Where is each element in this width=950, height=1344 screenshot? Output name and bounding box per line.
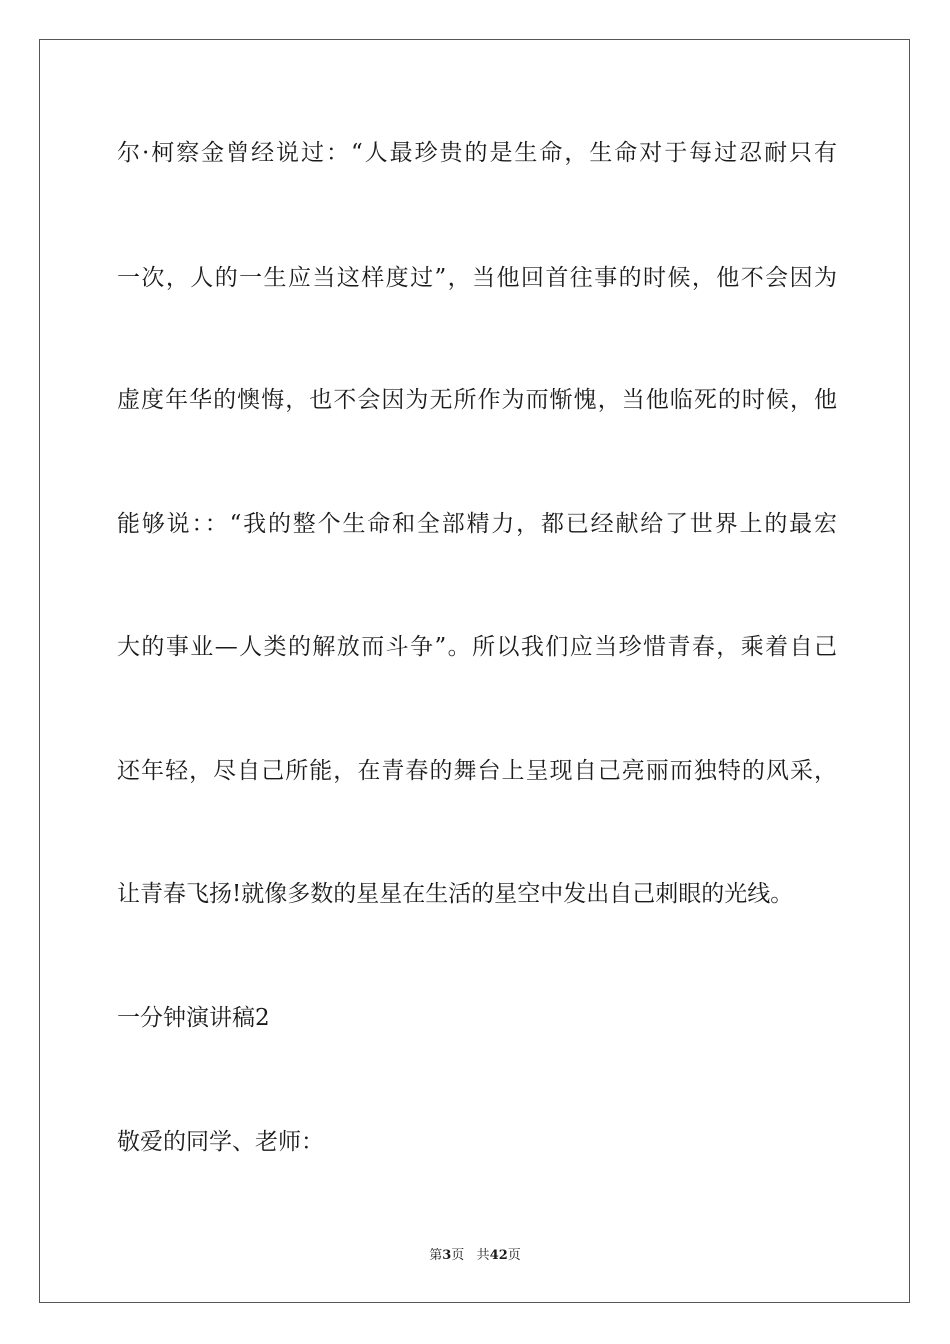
- page-total: 42: [489, 1248, 508, 1263]
- page-border: [39, 39, 910, 1303]
- paragraph-line-1: 尔·柯察金曾经说过：“人最珍贵的是生命，生命对于每过忍耐只有: [117, 140, 837, 166]
- page-suffix: 页: [451, 1248, 465, 1263]
- paragraph-line-2: 一次，人的一生应当这样度过”，当他回首往事的时候，他不会因为: [117, 265, 837, 291]
- greeting: 敬爱的同学、老师：: [117, 1129, 324, 1155]
- page-prefix: 第: [429, 1248, 443, 1263]
- paragraph-line-3: 虚度年华的懊悔，也不会因为无所作为而惭愧，当他临死的时候，他: [117, 387, 837, 413]
- paragraph-line-6: 还年轻，尽自己所能，在青春的舞台上呈现自己亮丽而独特的风采，: [117, 758, 837, 784]
- total-suffix: 页: [507, 1248, 521, 1263]
- paragraph-line-4: 能够说：：“我的整个生命和全部精力，都已经献给了世界上的最宏: [117, 511, 837, 537]
- total-prefix: 共: [476, 1248, 490, 1263]
- page-current: 3: [442, 1248, 452, 1263]
- paragraph-line-7: 让青春飞扬!就像多数的星星在生活的星空中发出自己刺眼的光线。: [117, 881, 794, 907]
- paragraph-line-5: 大的事业—人类的解放而斗争”。所以我们应当珍惜青春，乘着自己: [117, 634, 837, 660]
- page-footer: [0, 1247, 950, 1265]
- section-title: 一分钟演讲稿2: [117, 1005, 270, 1031]
